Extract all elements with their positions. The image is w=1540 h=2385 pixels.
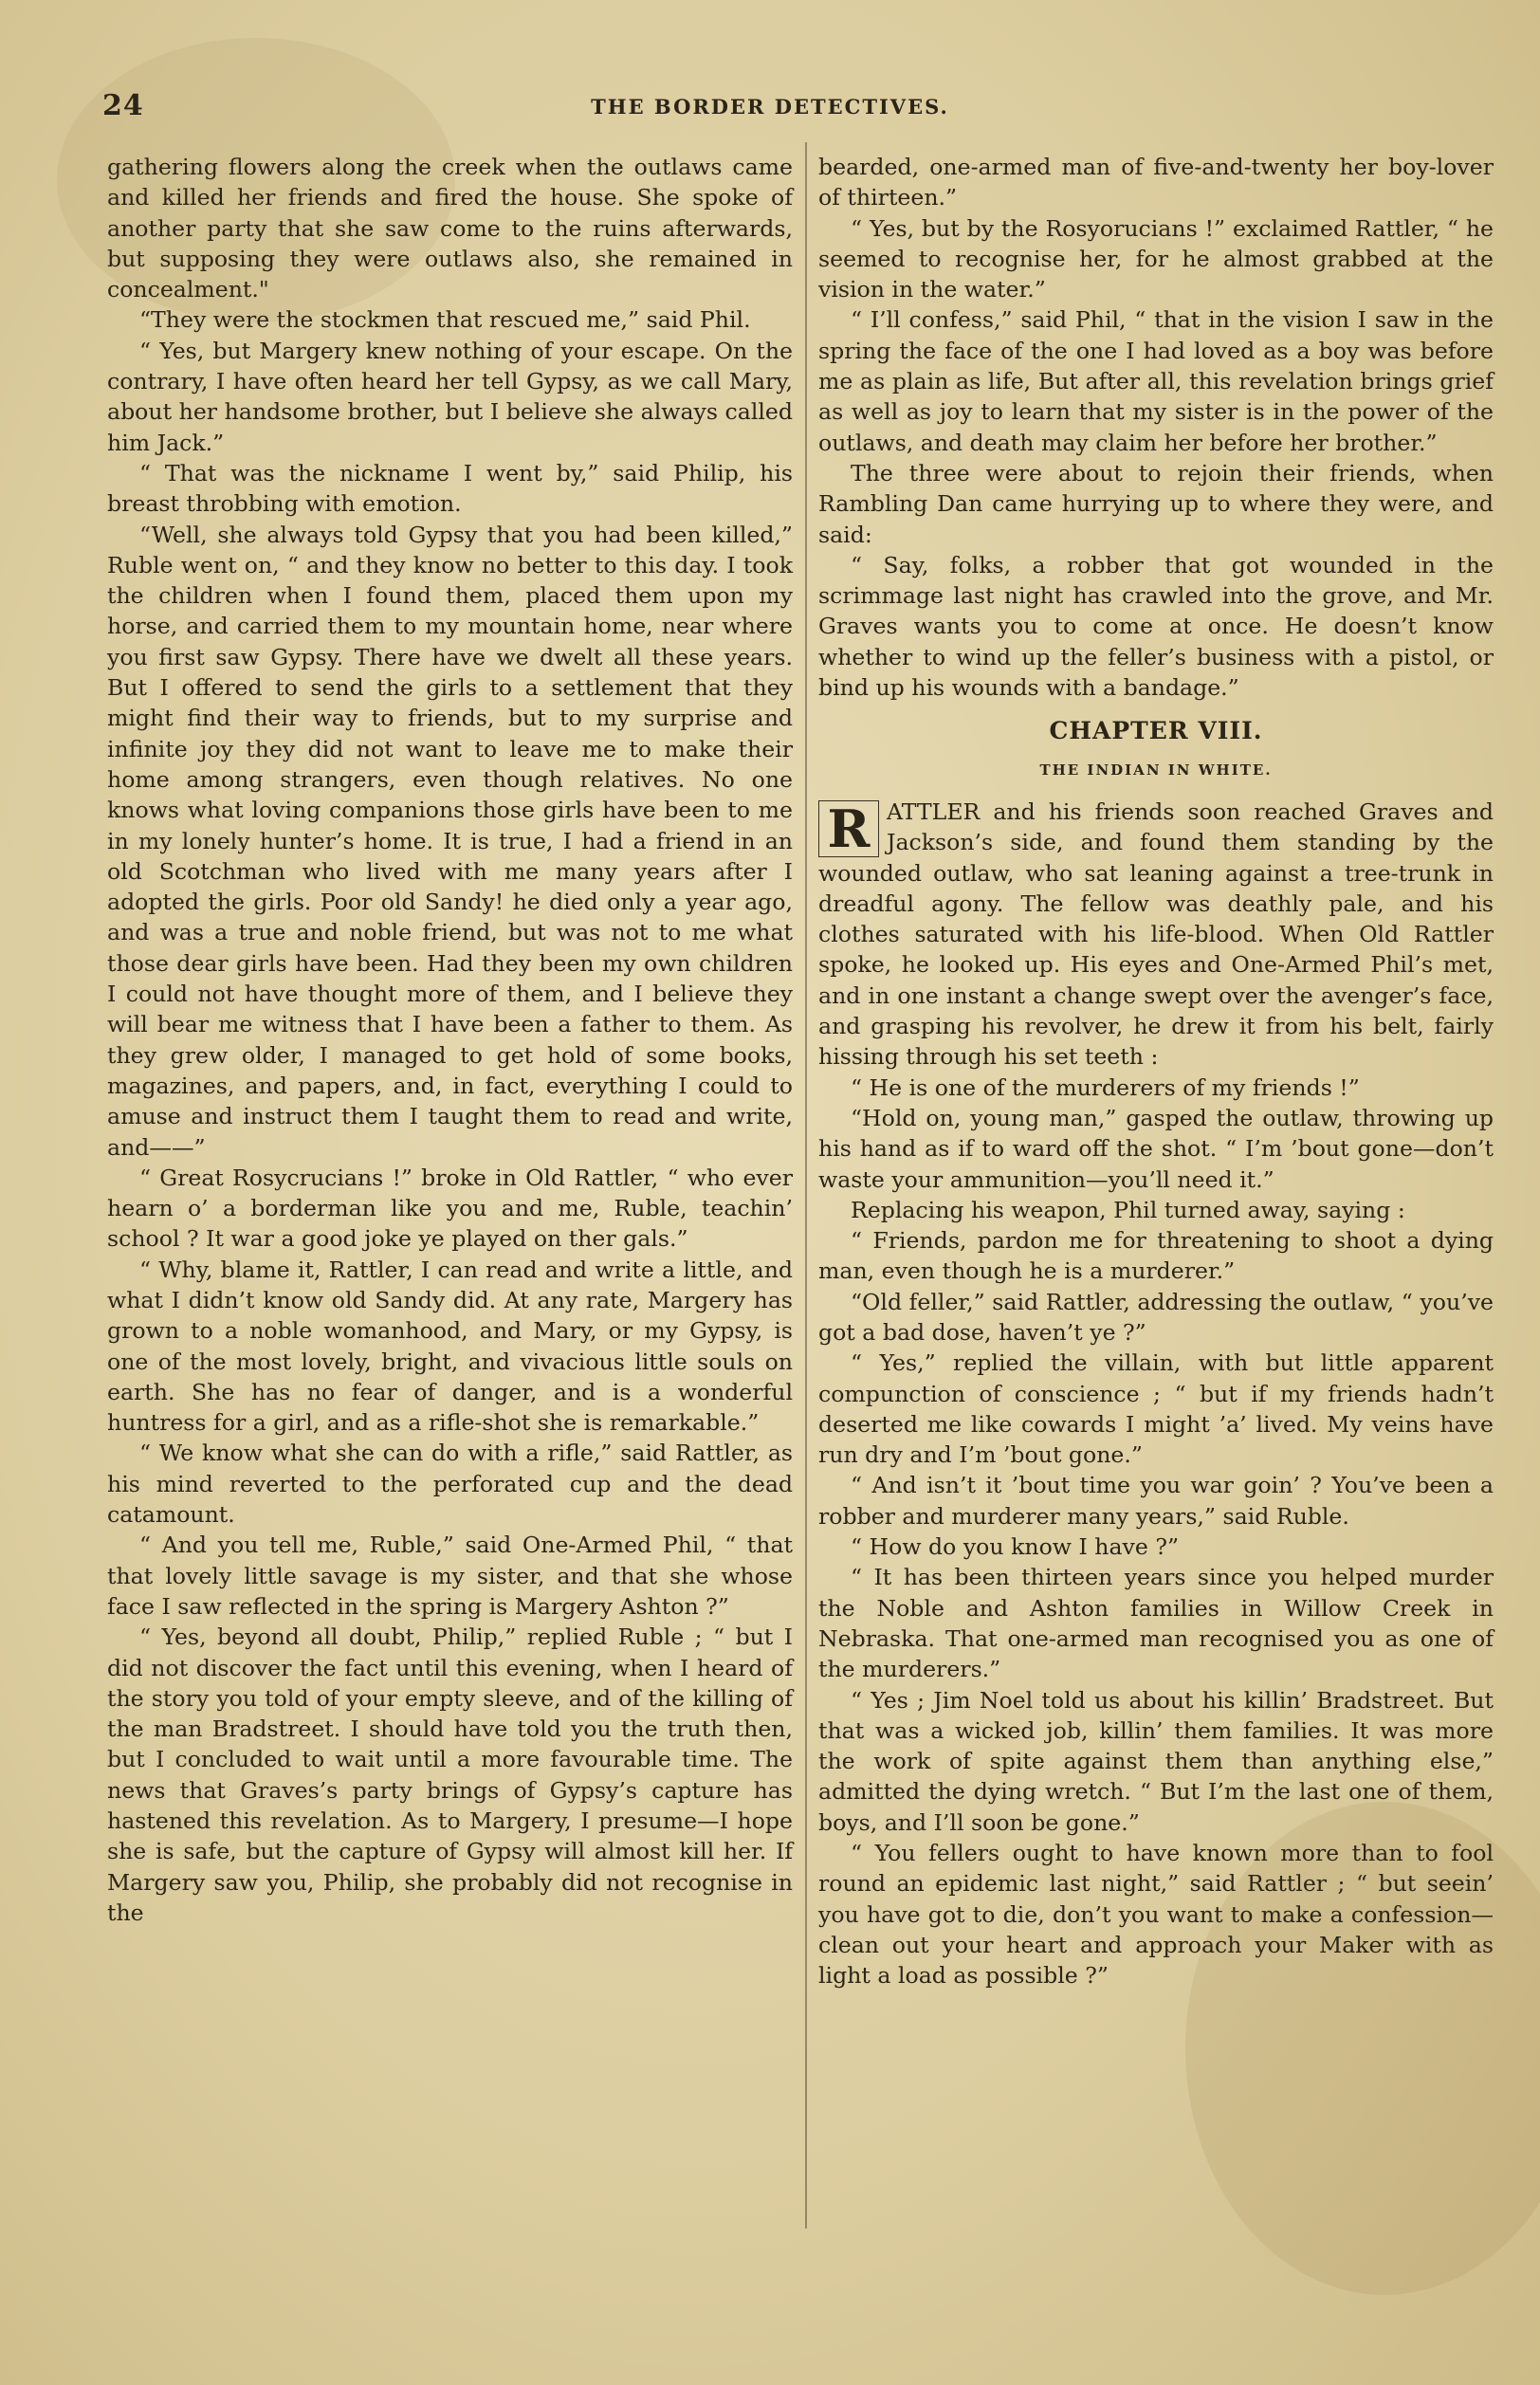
paragraph: “Old feller,” said Rattler, addressing the outlaw, “ you’ve got a bad dose, haven’t ye ?” — [818, 1288, 1494, 1346]
paragraph: “ Yes, but by the Rosyorucians !” exclaimed Rattler, “ he seemed to recognise her, for he almost grabbed at the vision in the water.” — [818, 214, 1494, 303]
paragraph: “ Yes, beyond all doubt, Philip,” replied Ruble ; “ but I did not discover the fact until this evening, when I heard of the story you told of your empty sleeve, and of the killing of the man Bradstreet. I should have told you the truth then, but I concluded to wait until a more favourable time. The news that Graves’s party brings of Gypsy’s capture has hastened this revelation. As to Margery, I presume—I hope she is safe, but the capture of Gypsy will almost kill her. If Margery saw you, Philip, she probably did not recognise in the — [107, 1624, 793, 1926]
paragraph: “ How do you know I have ?” — [851, 1533, 1180, 1561]
paragraph: “Well, she always told Gypsy that you had been killed,” Ruble went on, “ and they know no better to this day. I took the children when I found them, placed them upon my horse, and carried them to my mountain home, near where you first saw Gypsy. There have we dwelt all these years. But I offered to send the girls to a settlement that they might find their way to friends, but to my surprise and infinite joy they did not want to leave me to make their home among strangers, even though relatives. No one knows what loving companions those girls have been to me in my lonely hunter’s home. It is true, I had a friend in an old Scotchman who lived with me many years after I adopted the girls. Poor old Sandy! he died only a year ago, and was a true and noble friend, but was not to me what those dear girls have been. Had they been my own children I could not have thought more of them, and I believe they will bear me witness that I have been a father to them. As they grew older, I managed to get hold of some books, magazines, and papers, and, in fact, everything I could to amuse and instruct them I taught them to read and write, and——” — [107, 521, 793, 1161]
chapter-opening-paragraph — [818, 797, 1494, 1073]
paragraph: The three were about to rejoin their friends, when Rambling Dan came hurrying up to where they were, and said: — [818, 459, 1494, 548]
paragraph: “They were the stockmen that rescued me,” said Phil. — [139, 306, 751, 334]
paragraph: “ Yes, but Margery knew nothing of your escape. On the contrary, I have often heard her tell Gypsy, as we call Mary, about her handsome brother, but I believe she always called him Jack.” — [107, 337, 793, 456]
paragraph: Replacing his weapon, Phil turned away, saying : — [851, 1196, 1405, 1223]
paragraph: “ That was the nickname I went by,” said Philip, his breast throbbing with emotion. — [107, 459, 793, 518]
paragraph: “ Friends, pardon me for threatening to shoot a dying man, even though he is a murderer.” — [818, 1227, 1494, 1285]
page-number: 24 — [102, 89, 144, 122]
chapter-heading: CHAPTER VIII. — [1049, 717, 1263, 745]
column-divider — [805, 142, 807, 2229]
paragraph: “ I’ll confess,” said Phil, “ that in the vision I saw in the spring the face of the one I had loved as a boy was before me as plain as life, But after all, this revelation brings grief as well as joy to learn that my sister is in the power of the outlaws, and death may claim her before her brother.” — [818, 306, 1494, 456]
paragraph: “ We know what she can do with a rifle,” said Rattler, as his mind reverted to the perforated cup and the dead catamount. — [107, 1440, 793, 1529]
paragraph: “ And isn’t it ’bout time you war goin’ ? You’ve been a robber and murderer many years,” said Ruble. — [818, 1472, 1494, 1530]
left-column — [107, 152, 793, 1928]
paragraph: “ He is one of the murderers of my friends !” — [851, 1073, 1360, 1101]
paragraph: “ Yes ; Jim Noel told us about his killin’ Bradstreet. But that was a wicked job, killin’ them families. It was more the work of spite against them than anything else,” admitted the dying wretch. “ But I’m the last one of them, boys, and I’ll soon be gone.” — [818, 1686, 1494, 1836]
paragraph: “Hold on, young man,” gasped the outlaw, throwing up his hand as if to ward off the shot. “ I’m ’bout gone—don’t waste your ammunition—you’ll need it.” — [818, 1104, 1494, 1193]
drop-cap: R — [818, 800, 879, 857]
paragraph: “ Yes,” replied the villain, with but little apparent compunction of conscience ; “ but if my friends hadn’t deserted me like cowards I might ’a’ lived. My veins have run dry and I’m ’bout gone.” — [818, 1349, 1494, 1469]
paragraph: “ Great Rosycrucians !” broke in Old Rattler, “ who ever hearn o’ a borderman like you and me, Ruble, teachin’ school ? It war a good joke ye played on ther gals.” — [107, 1164, 793, 1253]
paragraph: “ You fellers ought to have known more than to fool round an epidemic last night,” said Rattler ; “ but seein’ you have got to die, don’t you want to make a confession—clean out your heart and approach your Maker with as light a load as possible ?” — [818, 1840, 1494, 1990]
paragraph: “ Why, blame it, Rattler, I can read and write a little, and what I didn’t know old Sandy did. At any rate, Margery has grown to a noble womanhood, and Mary, or my Gypsy, is one of the most lovely, bright, and vivacious little souls on earth. She has no fear of danger, and is a wonderful huntress for a girl, and as a rifle-shot she is remarkable.” — [107, 1256, 793, 1437]
chapter-subtitle: THE INDIAN IN WHITE. — [1039, 761, 1273, 779]
paragraph: “ It has been thirteen years since you helped murder the Noble and Ashton families in Willow Creek in Nebraska. That one-armed man recognised you as one of the murderers.” — [818, 1564, 1494, 1683]
right-column — [818, 152, 1494, 1991]
opening-text: ATTLER and his friends soon reached Graves and Jackson’s side, and found them standing by the wounded outlaw, who sat leaning against a tree-trunk in dreadful agony. The fellow was deathly pale, and his clothes saturated with his life-blood. When Old Rattler spoke, he looked up. His eyes and One-Armed Phil’s met, and in one instant a change swept over the avenger’s face, and grasping his revolver, he drew it from his belt, fairly hissing through his set teeth : — [818, 798, 1494, 1071]
paragraph: bearded, one-armed man of five-and-twenty her boy-lover of thirteen.” — [818, 154, 1494, 211]
running-head: THE BORDER DETECTIVES. — [591, 95, 949, 119]
paragraph: “ And you tell me, Ruble,” said One-Armed Phil, “ that that lovely little savage is my sister, and that she whose face I saw reflected in the spring is Margery Ashton ?” — [107, 1532, 793, 1620]
paragraph: “ Say, folks, a robber that got wounded in the scrimmage last night has crawled into the grove, and Mr. Graves wants you to come at once. He doesn’t know whether to wind up the feller’s business with a pistol, or bind up his wounds with a bandage.” — [818, 551, 1494, 702]
paragraph: gathering flowers along the creek when the outlaws came and killed her friends and fired the house. She spoke of another party that she saw come to the ruins afterwards, but supposing they were outlaws also, she remained in concealment." — [107, 154, 793, 303]
